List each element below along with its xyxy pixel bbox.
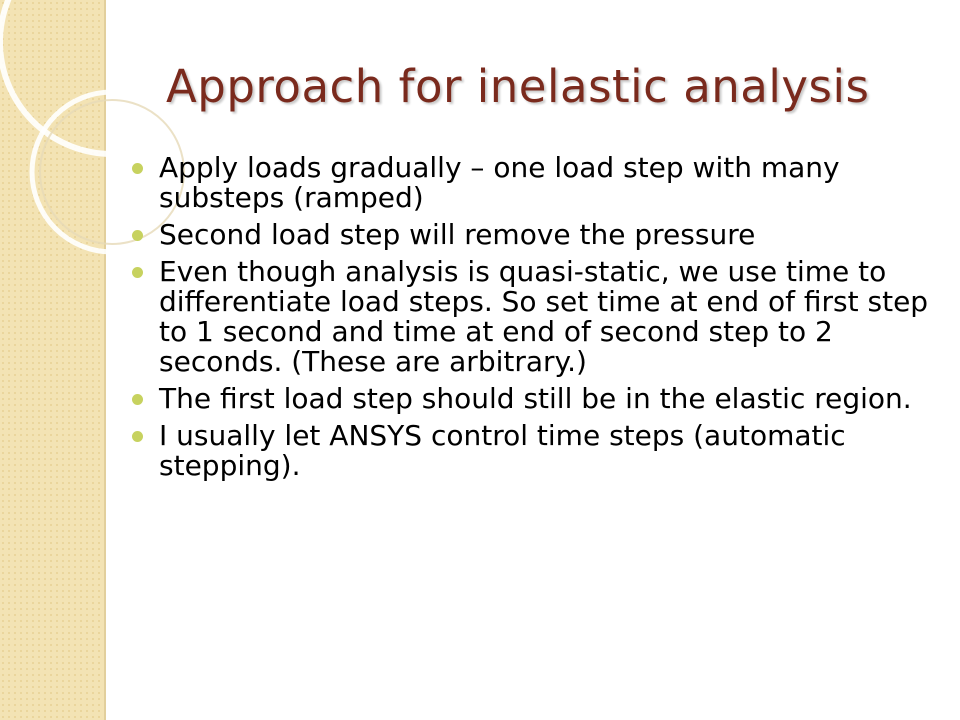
bullet-text: The first load step should still be in the elastic region. <box>159 382 912 415</box>
bullet-dot-icon <box>132 230 143 241</box>
slide-title: Approach for inelastic analysis <box>166 60 870 113</box>
bullet-dot-icon <box>132 394 143 405</box>
bullet-item <box>132 421 932 481</box>
bullet-text: I usually let ANSYS control time steps (automatic stepping). <box>159 419 846 482</box>
bullet-dot-icon <box>132 163 143 174</box>
bullet-item <box>132 257 932 377</box>
bullet-text: Even though analysis is quasi-static, we use time to differentiate load steps. So set time at end of first step to 1 second and time at end of second step to 2 seconds. (These are arbitrary.) <box>159 255 929 378</box>
bullet-dot-icon <box>132 267 143 278</box>
bullet-text: Second load step will remove the pressure <box>159 218 756 251</box>
bullet-item <box>132 384 932 414</box>
bullet-item <box>132 220 932 250</box>
bullet-item <box>132 153 932 213</box>
bullet-text: Apply loads gradually – one load step with many substeps (ramped) <box>159 151 840 214</box>
bullet-list <box>132 153 932 488</box>
bullet-dot-icon <box>132 431 143 442</box>
